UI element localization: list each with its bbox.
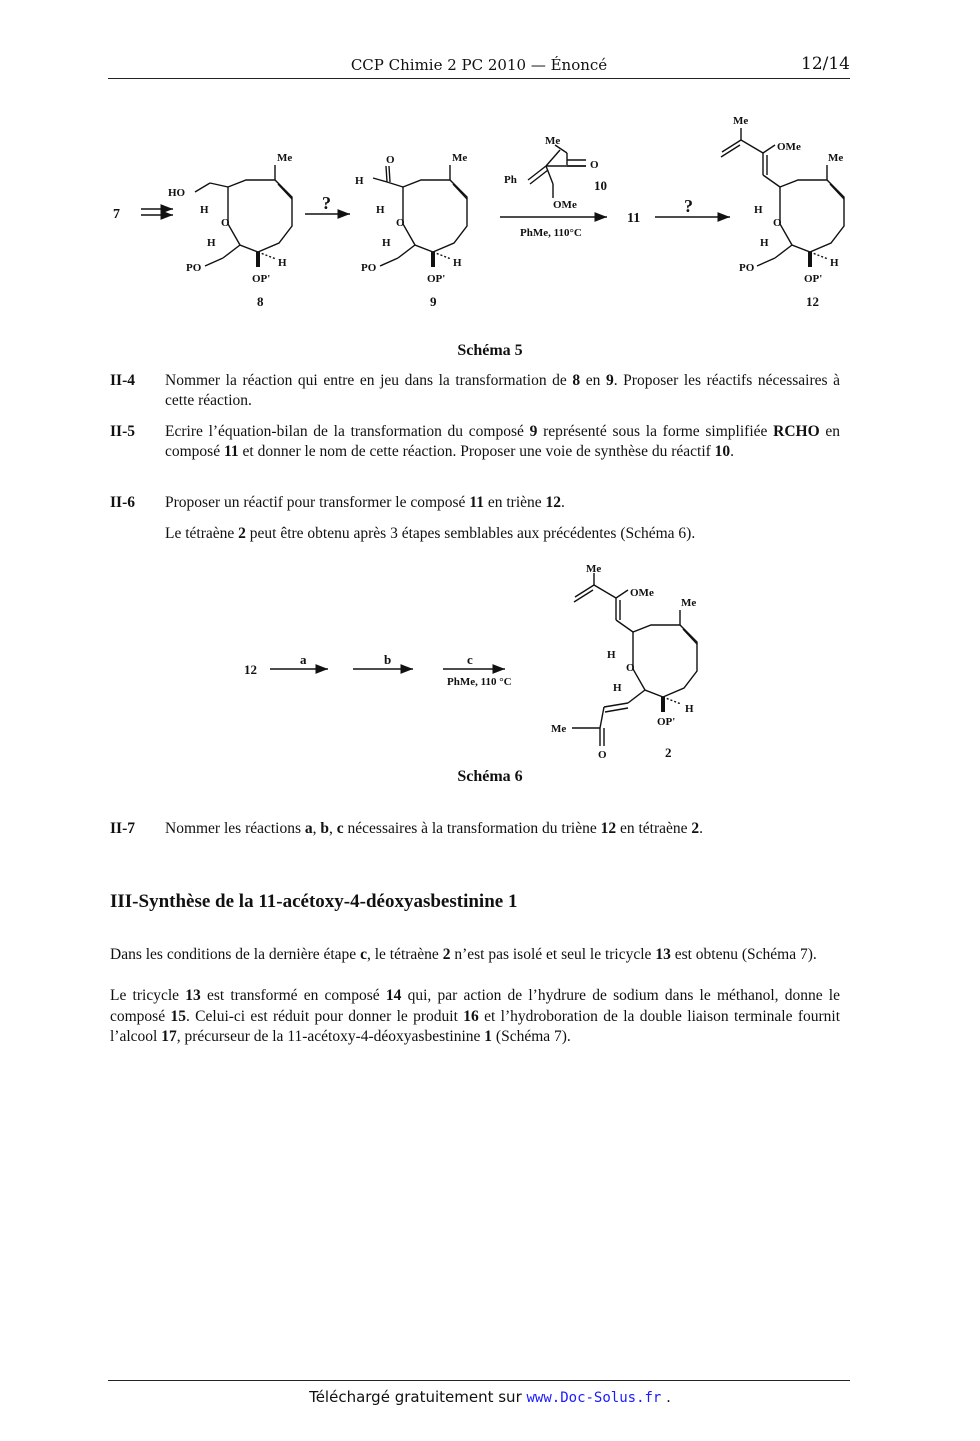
conditions-label: PhMe, 110°C (520, 227, 582, 239)
svg-text:Me: Me (277, 152, 293, 164)
svg-text:H: H (830, 257, 839, 269)
reagent-label-10: 10 (594, 178, 607, 193)
conditions-label-6: PhMe, 110 °C (447, 676, 512, 688)
compound-label-9: 9 (430, 294, 437, 309)
svg-text:HO: HO (168, 187, 186, 199)
svg-text:H: H (685, 703, 694, 715)
question-II-7 (110, 819, 840, 839)
question-II-5 (110, 422, 840, 462)
svg-text:Me: Me (828, 152, 844, 164)
svg-text:OMe: OMe (553, 199, 577, 211)
paragraph-2: Le tricycle 13 est transformé en composé 14 qui, par action de l’hydrure de sodium dans le méthanol, donne le composé 15. Celui-ci est réduit pour donner le produit 16 et l’hydroboration de la double liaison terminale fournit l’alcool 17, précurseur de la 11-acétoxy-4-déoxyasbestinine 1 (Schéma 7). (110, 987, 841, 1045)
start-compound-7: 7 (113, 207, 120, 222)
svg-text:PO: PO (186, 262, 202, 274)
svg-text:O: O (221, 217, 230, 229)
svg-text:O: O (386, 154, 395, 166)
svg-text:H: H (278, 257, 287, 269)
svg-text:Me: Me (545, 135, 561, 147)
arrow-label-2: ? (684, 196, 693, 216)
svg-text:OP': OP' (252, 273, 271, 285)
question-number: II-6 (110, 494, 135, 511)
intermediate-11: 11 (627, 211, 641, 226)
svg-text:H: H (355, 175, 364, 187)
svg-text:H: H (760, 237, 769, 249)
question-II-6 (110, 493, 840, 513)
header-title: CCP Chimie 2 PC 2010 — Énoncé (350, 56, 608, 74)
svg-text:O: O (598, 749, 607, 761)
product-label-2: 2 (665, 745, 672, 760)
scheme-6-intro (110, 524, 840, 544)
svg-text:Me: Me (681, 597, 697, 609)
svg-text:H: H (453, 257, 462, 269)
footer-end: . (661, 1388, 671, 1406)
start-compound-12: 12 (244, 662, 257, 677)
paragraph-1: Dans les conditions de la dernière étape c, le tétraène 2 n’est pas isolé et seul le tricycle 13 est obtenu (Schéma 7). (110, 946, 817, 963)
svg-text:H: H (207, 237, 216, 249)
question-number: II-7 (110, 820, 135, 837)
question-II-4 (110, 371, 840, 411)
footer (0, 1388, 980, 1406)
svg-text:PO: PO (739, 262, 755, 274)
svg-text:H: H (200, 204, 209, 216)
svg-text:O: O (773, 217, 782, 229)
question-number: II-5 (110, 423, 135, 440)
svg-text:OP': OP' (657, 716, 676, 728)
step-label-b: b (384, 652, 392, 667)
svg-text:H: H (382, 237, 391, 249)
svg-text:Ph: Ph (504, 174, 517, 186)
svg-text:O: O (626, 662, 635, 674)
svg-text:O: O (590, 159, 599, 171)
scheme-5-diagram (0, 100, 980, 320)
svg-text:H: H (607, 649, 616, 661)
svg-text:O: O (396, 217, 405, 229)
question-text: Proposer un réactif pour transformer le composé 11 en triène 12. (165, 494, 565, 511)
question-number: II-4 (110, 372, 135, 389)
svg-text:H: H (376, 204, 385, 216)
svg-text:H: H (613, 682, 622, 694)
page-number: 12/14 (801, 54, 850, 74)
footer-link[interactable]: www.Doc-Solus.fr (526, 1390, 662, 1406)
step-label-c: c (467, 652, 473, 667)
question-text: Nommer la réaction qui entre en jeu dans la transformation de 8 en 9. Proposer les réactifs nécessaires à cette réaction. (165, 372, 840, 409)
svg-text:H: H (754, 204, 763, 216)
question-text: Ecrire l’équation-bilan de la transformation du composé 9 représenté sous la forme simplifiée RCHO en composé 11 et donner le nom de cette réaction. Proposer une voie de synthèse du réactif 10. (165, 423, 840, 460)
scheme-6-diagram (0, 555, 980, 770)
svg-text:Me: Me (733, 115, 749, 127)
intro-text: Le tétraène 2 peut être obtenu après 3 étapes semblables aux précédentes (Schéma 6). (165, 525, 696, 542)
step-label-a: a (300, 652, 307, 667)
svg-text:OP': OP' (804, 273, 823, 285)
footer-divider (108, 1380, 850, 1381)
svg-text:Me: Me (551, 723, 567, 735)
page-header (108, 52, 850, 79)
footer-text: Téléchargé gratuitement sur (309, 1388, 527, 1406)
svg-text:Me: Me (452, 152, 468, 164)
compound-label-8: 8 (257, 294, 264, 309)
question-text: Nommer les réactions a, b, c nécessaires à la transformation du triène 12 en tétraène 2. (165, 820, 704, 837)
section-title: III-Synthèse de la 11-acétoxy-4-déoxyasbestinine 1 (110, 891, 518, 912)
scheme-5-caption: Schéma 5 (457, 342, 523, 359)
arrow-label-1: ? (322, 193, 331, 213)
svg-text:OMe: OMe (777, 141, 801, 153)
svg-text:PO: PO (361, 262, 377, 274)
svg-text:Me: Me (586, 563, 602, 575)
svg-text:OMe: OMe (630, 587, 654, 599)
compound-label-12: 12 (806, 294, 819, 309)
scheme-6-caption: Schéma 6 (457, 768, 523, 785)
svg-text:OP': OP' (427, 273, 446, 285)
